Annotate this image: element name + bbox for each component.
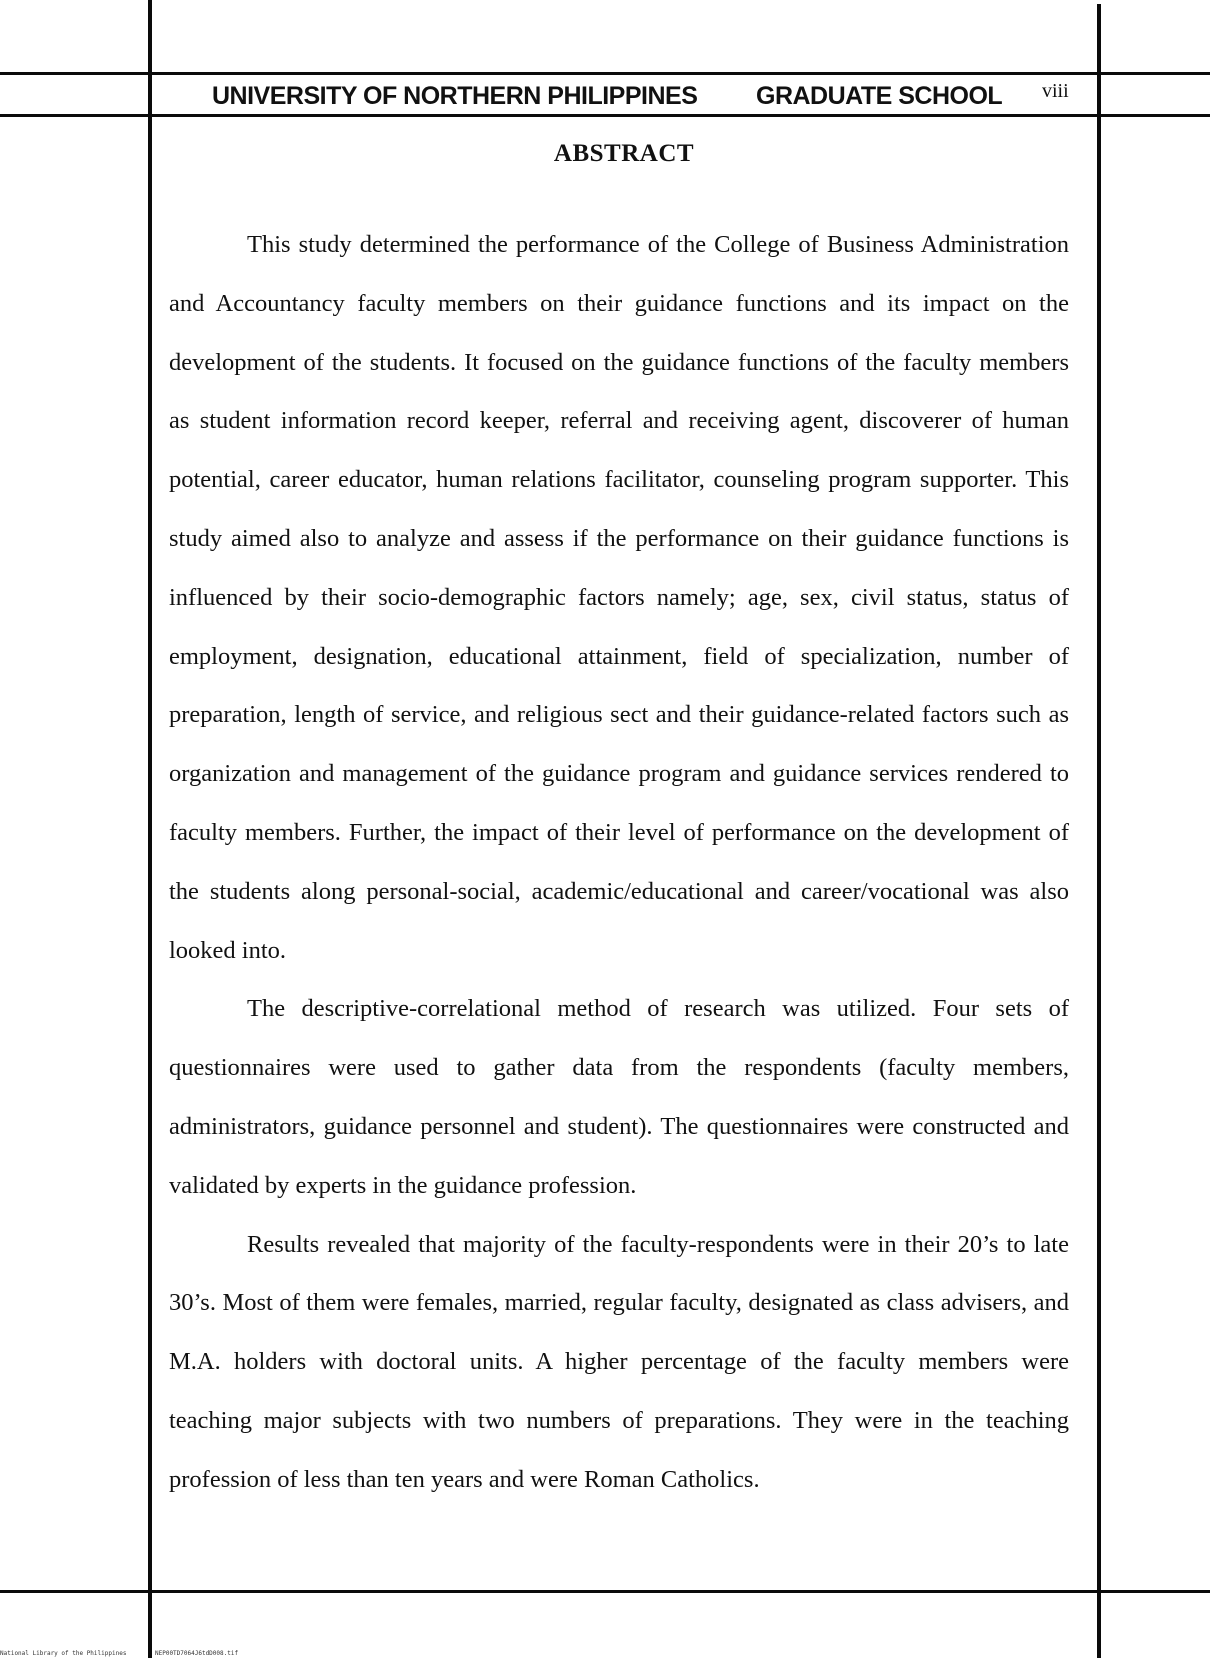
frame-right-line (1097, 4, 1101, 1658)
frame-left-line (148, 0, 152, 1658)
footer-rule (0, 1590, 1210, 1593)
page-title: ABSTRACT (553, 140, 695, 167)
header-bottom-rule (0, 114, 1210, 117)
footer-library: National Library of the Philippines (0, 1650, 127, 1657)
header-school: GRADUATE SCHOOL (756, 82, 1003, 110)
paragraph-3: Results revealed that majority of the faculty-respondents were in their 20’s to late 30’s. Most of them were females, married, regular faculty, designated as class advisers, and M.A. holders with doctoral units. A higher percentage of the faculty members were teaching major subjects with two numbers of preparations. They were in the teaching profession of less than ten years and were Roman Catholics. (169, 1230, 1069, 1493)
footer-file-id: NEP00TD7064J6tdD008.tif (155, 1650, 239, 1657)
paragraph-1: This study determined the performance of the College of Business Administration and Accountancy faculty members on their guidance functions and its impact on the development of the students. It focused on the guidance functions of the faculty members as student information record keeper, referral and receiving agent, discoverer of human potential, career educator, human relations facilitator, counseling program supporter. This study aimed also to analyze and assess if the performance on their guidance functions is influenced by their socio-demographic factors namely; age, sex, civil status, status of employment, designation, educational attainment, field of specialization, number of preparation, length of service, and religious sect and their guidance-related factors such as organization and management of the guidance program and guidance services rendered to faculty members. Further, the impact of their level of performance on the development of the students along personal-social, academic/educational and career/vocational was also looked into. (169, 231, 1069, 964)
page-number: viii (1042, 80, 1069, 102)
header-top-rule (0, 72, 1210, 75)
header-university: UNIVERSITY OF NORTHERN PHILIPPINES (212, 82, 698, 110)
abstract-body (169, 216, 1069, 1510)
paragraph-2: The descriptive-correlational method of research was utilized. Four sets of questionnaires were used to gather data from the respondents (faculty members, administrators, guidance personnel and student). The questionnaires were constructed and validated by experts in the guidance profession. (169, 995, 1069, 1199)
